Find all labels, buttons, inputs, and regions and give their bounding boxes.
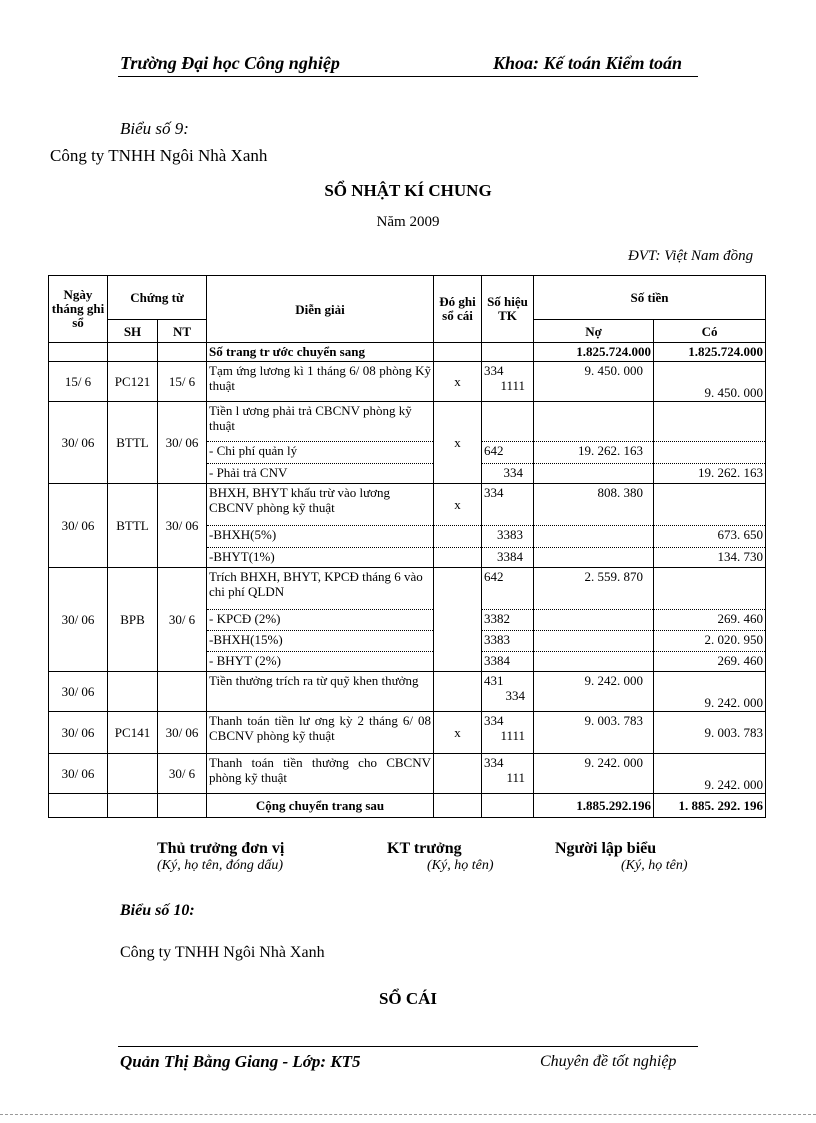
entry-desc: Tiền l ương phải trả CBCNV phòng kỹ thuật <box>207 402 434 442</box>
signature-chief-accountant <box>387 840 493 874</box>
line-account: 3382 <box>482 610 534 631</box>
signature-title: KT trưởng <box>387 840 462 857</box>
total-row <box>49 794 766 818</box>
signature-director <box>157 840 284 874</box>
entry-sh: PC121 <box>108 362 158 402</box>
currency-unit: ĐVT: Việt Nam đồng <box>628 248 754 264</box>
header-rule <box>118 76 698 77</box>
total-credit: 1. 885. 292. 196 <box>654 794 766 818</box>
line-debit: 19. 262. 163 <box>534 442 654 464</box>
entry-date: 30/ 06 <box>49 568 108 672</box>
footer-rule <box>118 1046 698 1047</box>
signature-note: (Ký, họ tên) <box>427 858 494 873</box>
credit-value: 9. 003. 783 <box>704 725 764 740</box>
entry-sh: BTTL <box>108 402 158 484</box>
form10-title: SỔ CÁI <box>378 989 438 1008</box>
carry-in-row <box>49 343 766 362</box>
total-desc: Cộng chuyển trang sau <box>207 794 434 818</box>
col-voucher: Chứng từ <box>108 276 207 320</box>
signature-note: (Ký, họ tên) <box>621 858 688 873</box>
journal-table <box>48 275 766 818</box>
entry-date: 30/ 06 <box>49 402 108 484</box>
carry-in-credit: 1.825.724.000 <box>654 343 766 362</box>
col-date: Ngày tháng ghi sổ <box>49 276 108 343</box>
account-debit: 334 <box>484 713 504 728</box>
header-row <box>49 276 766 320</box>
entry-desc: BHXH, BHYT khấu trừ vào lương CBCNV phòng kỹ thuật <box>207 484 434 526</box>
table-row <box>49 754 766 794</box>
signature-title: Thủ trưởng đơn vị <box>157 840 285 857</box>
entry-date: 30/ 06 <box>49 484 108 568</box>
entry-date: 30/ 06 <box>49 754 108 794</box>
table-row <box>49 712 766 754</box>
table-row <box>49 672 766 712</box>
account-debit: 431 <box>484 673 504 688</box>
entry-desc: Tiền thưởng trích ra từ quỹ khen thưởng <box>207 672 434 712</box>
entry-desc: Thanh toán tiền lư ơng kỳ 2 tháng 6/ 08 CBCNV phòng kỹ thuật <box>207 712 434 754</box>
entry-nt: 30/ 06 <box>158 402 207 484</box>
line-label: -BHXH(5%) <box>207 526 434 548</box>
col-debit: Nợ <box>534 320 654 343</box>
carry-in-debit: 1.825.724.000 <box>534 343 654 362</box>
line-account: 642 <box>482 442 534 464</box>
line-credit: 269. 460 <box>654 610 766 631</box>
footer-topic: Chuyên đề tốt nghiệp <box>540 1053 677 1070</box>
entry-credit <box>654 754 766 794</box>
entry-credit <box>654 712 766 754</box>
line-label: - BHYT (2%) <box>207 652 434 672</box>
entry-sh: BTTL <box>108 484 158 568</box>
entry-date: 30/ 06 <box>49 672 108 712</box>
line-credit: 269. 460 <box>654 652 766 672</box>
entry-account: 334 <box>482 484 534 526</box>
footer-author: Quản Thị Bằng Giang - Lớp: KT5 <box>120 1052 361 1071</box>
line-label: -BHXH(15%) <box>207 631 434 652</box>
account-credit: 111 <box>506 770 525 785</box>
line-label: - Phải trả CNV <box>207 464 434 484</box>
entry-nt: 15/ 6 <box>158 362 207 402</box>
entry-posted: x <box>434 402 482 484</box>
entry-debit: 9. 242. 000 <box>534 754 654 794</box>
account-credit: 1111 <box>500 378 525 393</box>
form9-label: Biểu số 9: <box>120 119 189 138</box>
line-credit: 19. 262. 163 <box>654 464 766 484</box>
entry-sh: PC141 <box>108 712 158 754</box>
entry-debit: 2. 559. 870 <box>534 568 654 610</box>
entry-nt: 30/ 06 <box>158 484 207 568</box>
entry-credit <box>654 672 766 712</box>
entry-posted: x <box>434 484 482 526</box>
entry-nt: 30/ 6 <box>158 754 207 794</box>
entry-desc: Trích BHXH, BHYT, KPCĐ tháng 6 vào chi phí QLDN <box>207 568 434 610</box>
entry-account <box>482 754 534 794</box>
line-credit: 2. 020. 950 <box>654 631 766 652</box>
entry-sh: BPB <box>108 568 158 672</box>
form9-year: Năm 2009 <box>376 214 440 230</box>
entry-debit: 9. 003. 783 <box>534 712 654 754</box>
entry-debit: 9. 242. 000 <box>534 672 654 712</box>
line-credit: 673. 650 <box>654 526 766 548</box>
entry-date: 30/ 06 <box>49 712 108 754</box>
signature-title: Người lập biểu <box>555 840 657 857</box>
form10-label: Biểu số 10: <box>120 902 195 919</box>
form10-company: Công ty TNHH Ngôi Nhà Xanh <box>120 944 325 961</box>
school-name: Trường Đại học Công nghiệp <box>120 53 340 73</box>
carry-in-desc: Số trang tr ước chuyển sang <box>207 343 434 362</box>
entry-posted: x <box>434 712 482 754</box>
col-credit: Có <box>654 320 766 343</box>
col-nt: NT <box>158 320 207 343</box>
col-posted: Đó ghi sổ cái <box>434 276 482 343</box>
entry-credit <box>654 362 766 402</box>
credit-value: 9. 242. 000 <box>704 695 764 710</box>
form9-title: SỔ NHẬT KÍ CHUNG <box>324 181 492 200</box>
form9-company: Công ty TNHH Ngôi Nhà Xanh <box>50 146 268 165</box>
entry-nt: 30/ 6 <box>158 568 207 672</box>
table-row <box>49 484 766 526</box>
entry-desc: Tạm ứng lương kì 1 tháng 6/ 08 phòng Kỹ thuật <box>207 362 434 402</box>
table-row <box>49 402 766 442</box>
line-label: - Chi phí quản lý <box>207 442 434 464</box>
entry-account <box>482 712 534 754</box>
line-credit: 134. 730 <box>654 548 766 568</box>
account-debit: 334 <box>484 755 504 770</box>
account-debit: 334 <box>484 363 504 378</box>
entry-desc: Thanh toán tiền thưởng cho CBCNV phòng kỹ thuật <box>207 754 434 794</box>
entry-account <box>482 362 534 402</box>
col-description: Diễn giải <box>207 276 434 343</box>
signature-preparer <box>555 840 687 874</box>
entry-date: 15/ 6 <box>49 362 108 402</box>
signature-note: (Ký, họ tên, đóng dấu) <box>157 858 283 873</box>
credit-value: 9. 242. 000 <box>704 777 764 792</box>
line-account: 334 <box>482 464 534 484</box>
col-account: Số hiệu TK <box>482 276 534 343</box>
col-amount: Số tiền <box>534 276 766 320</box>
line-label: - KPCĐ (2%) <box>207 610 434 631</box>
page-bottom-rule <box>0 1114 816 1115</box>
line-account: 3383 <box>482 631 534 652</box>
credit-value: 9. 450. 000 <box>704 385 764 400</box>
account-credit: 334 <box>505 688 525 703</box>
entry-posted: x <box>434 362 482 402</box>
entry-account: 642 <box>482 568 534 610</box>
entry-account <box>482 672 534 712</box>
total-debit: 1.885.292.196 <box>534 794 654 818</box>
entry-debit: 9. 450. 000 <box>534 362 654 402</box>
faculty-name: Khoa: Kế toán Kiểm toán <box>493 53 683 73</box>
col-sh: SH <box>108 320 158 343</box>
entry-nt: 30/ 06 <box>158 712 207 754</box>
table-row <box>49 568 766 610</box>
line-account: 3384 <box>482 652 534 672</box>
account-credit: 1111 <box>500 728 525 743</box>
line-label: -BHYT(1%) <box>207 548 434 568</box>
entry-debit: 808. 380 <box>534 484 654 526</box>
line-account: 3383 <box>482 526 534 548</box>
table-row <box>49 362 766 402</box>
line-account: 3384 <box>482 548 534 568</box>
